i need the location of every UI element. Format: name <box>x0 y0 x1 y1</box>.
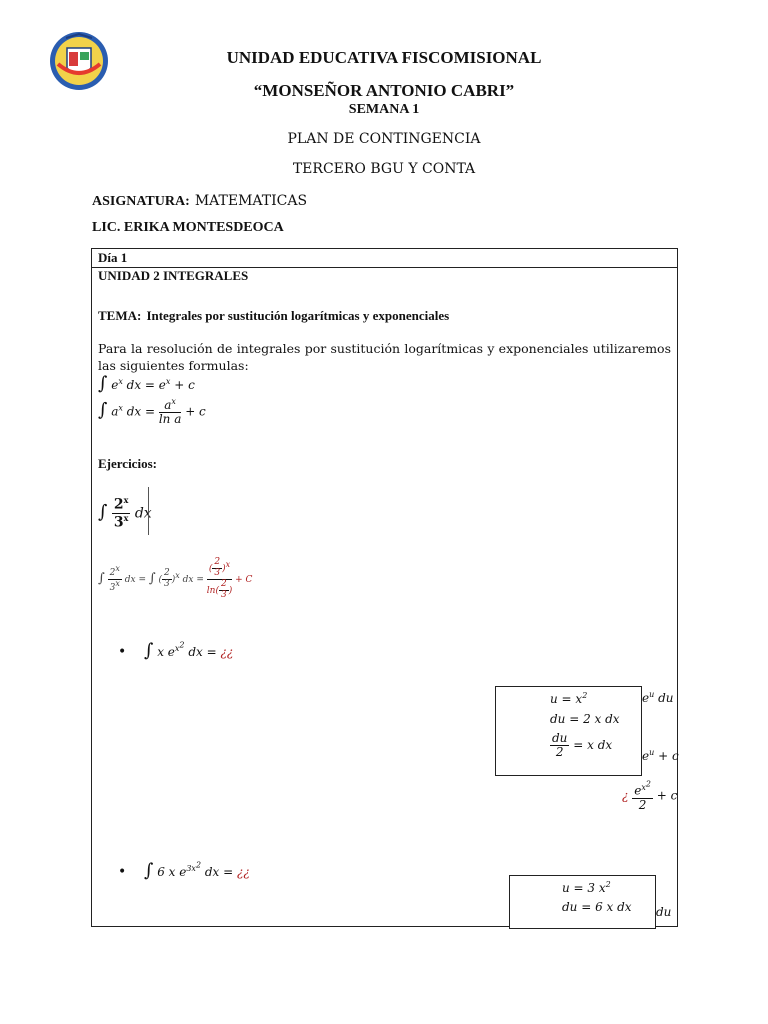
topic-label: TEMA: <box>98 308 142 323</box>
topic-row <box>98 305 449 324</box>
school-name: UNIDAD EDUCATIVA FISCOMISIONAL <box>226 48 542 67</box>
step-result-2: ¿ $\frac{e^{x^2}}{2}$ + c <box>622 779 678 812</box>
plan-label: PLAN DE CONTINGENCIA <box>287 131 481 147</box>
exercise-1-solution: ∫ $\frac{2^x}{3^x}$ dx = ∫ ( $\frac{2}{3}$ )$^x$ dx = ( $\frac{2}{3}$ )$^x$ ln( $\frac{2}{3}$ ) + C <box>98 557 253 600</box>
teacher-name: LIC. ERIKA MONTESDEOCA <box>92 220 284 235</box>
bullet-2: • <box>118 644 127 660</box>
week-label: SEMANA 1 <box>348 102 420 117</box>
step-e-u-c: $e^u + c$ <box>642 748 679 763</box>
substitution-box-1: $u = x^2$ du = 2 x dx $\frac{du}{2}$ = x dx <box>495 686 642 776</box>
bullet-3: • <box>118 864 127 880</box>
subject-row <box>92 190 307 210</box>
formula-exp: ∫ $e^x$ dx = $e^x + c$ <box>98 373 195 394</box>
formula-general-exp: ∫ $a^x$ dx = $\frac{a^x}{\text{ln a}}$ + c <box>98 397 206 427</box>
school-subname: “MONSEÑOR ANTONIO CABRI” <box>253 81 515 100</box>
unit-title: UNIDAD 2 INTEGRALES <box>98 268 249 283</box>
exercise-3: ∫ 6 x $e^{3x^2}$ dx = ¿¿ <box>144 860 250 881</box>
substitution-box-2: u = 3 $x^2$ du = 6 x dx <box>509 875 656 929</box>
cursor-line <box>148 487 149 535</box>
step-du: du <box>656 905 672 919</box>
intro-paragraph: Para la resolución de integrales por sustitución logarítmicas y exponenciales utilizaremos las siguientes formulas: <box>98 341 671 373</box>
day-label: Día 1 <box>98 250 128 265</box>
subject-value: MATEMATICAS <box>194 193 308 209</box>
topic-text: Integrales por sustitución logarítmicas y exponenciales <box>146 308 450 323</box>
exercises-label: Ejercicios: <box>98 456 157 471</box>
subject-label: ASIGNATURA: <box>92 194 190 209</box>
step-e-u-du: $e^u$ du <box>642 690 674 705</box>
exercise-2: ∫ x $e^{x^2}$ dx = ¿¿ <box>144 640 234 661</box>
exercise-1: ∫ $\frac{2^x}{3^x}$ dx <box>98 495 152 531</box>
course-label: TERCERO BGU Y CONTA <box>292 161 476 177</box>
